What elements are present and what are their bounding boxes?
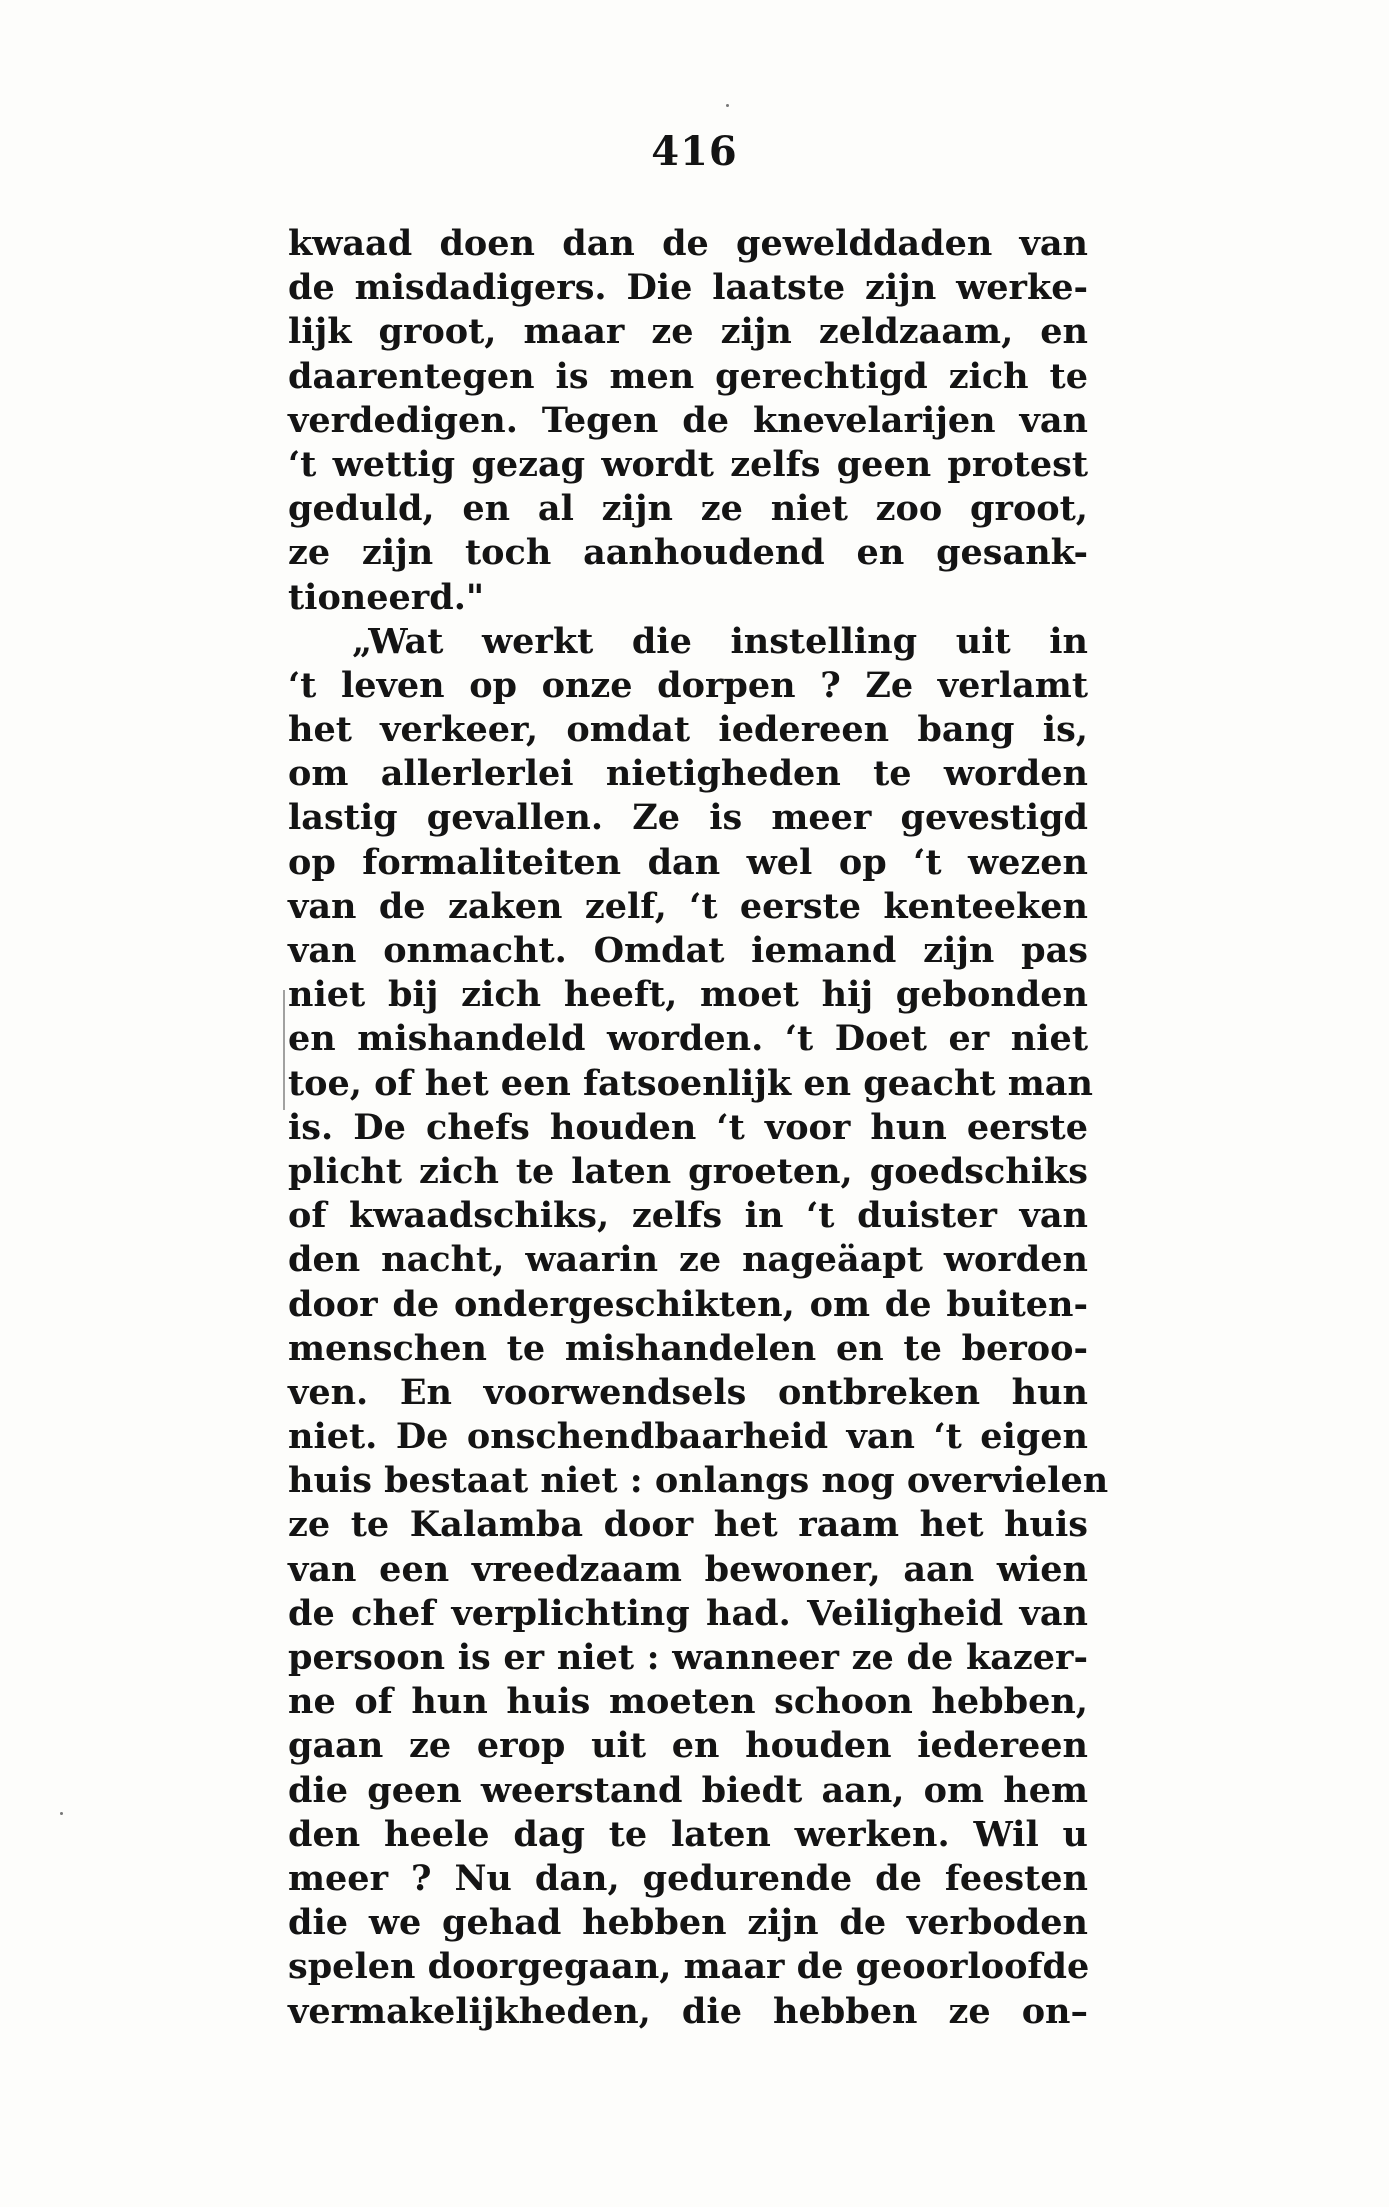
- text-line: en mishandeld worden. ‘t Doet er niet: [288, 1018, 1088, 1060]
- text-line: die we gehad hebben zijn de verboden: [288, 1902, 1088, 1944]
- text-line: menschen te mishandelen en te beroo-: [288, 1327, 1088, 1369]
- text-line: lastig gevallen. Ze is meer gevestigd: [288, 797, 1088, 839]
- text-line: den heele dag te laten werken. Wil u: [288, 1813, 1088, 1855]
- text-line: ‘t wettig gezag wordt zelfs geen protest: [288, 443, 1088, 485]
- text-line: meer ? Nu dan, gedurende de feesten: [288, 1857, 1088, 1899]
- text-line: kwaad doen dan de gewelddaden van: [288, 223, 1088, 264]
- text-line: gaan ze erop uit en houden iedereen: [288, 1725, 1088, 1767]
- text-line: ne of hun huis moeten schoon hebben,: [288, 1681, 1088, 1723]
- text-line: die geen weerstand biedt aan, om hem: [288, 1769, 1088, 1811]
- text-line: huis bestaat niet : onlangs nog overvielen: [288, 1460, 1109, 1502]
- text-line: plicht zich te laten groeten, goedschiks: [288, 1150, 1088, 1192]
- text-line: is. De chefs houden ‘t voor hun eerste: [288, 1106, 1088, 1148]
- margin-pencil-mark: [283, 990, 285, 1110]
- paragraph-first-line: „Wat werkt die instelling uit in: [352, 620, 1088, 662]
- page-number: 416: [651, 128, 738, 175]
- text-line: toe, of het een fatsoenlijk en geacht man: [288, 1062, 1093, 1104]
- text-line: tioneerd.": [288, 576, 485, 618]
- text-line: ze te Kalamba door het raam het huis: [288, 1504, 1088, 1546]
- text-line: niet bij zich heeft, moet hij gebonden: [288, 974, 1088, 1016]
- body-text: [288, 222, 1109, 2034]
- text-line: van de zaken zelf, ‘t eerste kenteeken: [288, 885, 1088, 927]
- text-line: spelen doorgegaan, maar de geoorloofde: [288, 1946, 1090, 1988]
- paper-speck: [726, 104, 729, 107]
- text-line: persoon is er niet : wanneer ze de kazer-: [288, 1637, 1088, 1678]
- text-line: den nacht, waarin ze nageäapt worden: [288, 1239, 1088, 1281]
- text-line: niet. De onschendbaarheid van ‘t eigen: [288, 1416, 1088, 1458]
- text-line: van een vreedzaam bewoner, aan wien: [288, 1548, 1088, 1590]
- text-line: ze zijn toch aanhoudend en gesank-: [288, 532, 1088, 574]
- text-line: ‘t leven op onze dorpen ? Ze verlamt: [288, 664, 1088, 706]
- text-line: het verkeer, omdat iedereen bang is,: [288, 709, 1088, 751]
- paper-speck: [60, 1812, 63, 1815]
- text-line: lijk groot, maar ze zijn zeldzaam, en: [288, 311, 1088, 353]
- text-line: ven. En voorwendsels ontbreken hun: [288, 1371, 1088, 1413]
- text-line: op formaliteiten dan wel op ‘t wezen: [288, 841, 1088, 883]
- text-line: daarentegen is men gerechtigd zich te: [288, 355, 1088, 397]
- text-line: vermakelijkheden, die hebben ze on–: [288, 1990, 1088, 2032]
- text-line: door de ondergeschikten, om de buiten-: [288, 1283, 1088, 1325]
- text-line: of kwaadschiks, zelfs in ‘t duister van: [288, 1195, 1088, 1237]
- text-line: om allerlerlei nietigheden te worden: [288, 753, 1088, 795]
- text-line: verdedigen. Tegen de knevelarijen van: [288, 399, 1088, 441]
- text-line: de chef verplichting had. Veiligheid van: [288, 1592, 1088, 1634]
- text-line: geduld, en al zijn ze niet zoo groot,: [288, 488, 1088, 530]
- text-line: de misdadigers. Die laatste zijn werke-: [288, 267, 1088, 309]
- text-line: van onmacht. Omdat iemand zijn pas: [288, 930, 1088, 971]
